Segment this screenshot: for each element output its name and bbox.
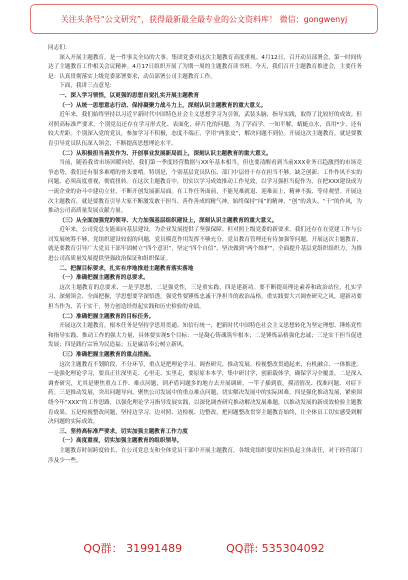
subsection-heading: （三）从全面加强党的领导、大力加强基层组织建设上，深刻认识主题教育的重大意义。 — [59, 217, 278, 224]
banner-text: 关注头条号“公文研究”，获得最新最全最专业的公文资料库！ 微信：gongwenyj — [60, 14, 348, 24]
body-paragraph: 主题教育时间跨度较长，在公司党总支和全体党员干部中开展主题教育，各级党组织要切实担负起主体责任，对于经营部门涉及少一些， — [48, 447, 362, 464]
body-paragraph: 这次主题教育的总要求，一是学思想，二是强党性，三是重实践，四是建新功。要不断提高理论素养和政治站位，扎实学习、深刻领会、全面把握，学思想要学深悟透，强党性要锤炼忠诚干净担当的政治品格，重实践要大兴调查研究之风，建新功要担当作为、苦干实干，努力创造经得起实践和历史检验的业绩。 — [48, 284, 362, 311]
intro-paragraph: 下面，我讲三点意见： — [59, 83, 116, 90]
body-paragraph: 开展这次主题教育，根本任务是坚持学思用贯通、知信行统一，把新时代中国特色社会主义思想转化为坚定理想、锤炼党性和指导实践、推动工作的强大力量，具体要实现5个目标：一是凝心铸魂筑牢根本；二是锤炼品格强化忠诚；三是实干担当促进发展；四是践行宗旨为民造福；五是廉洁奉公树立新风。 — [48, 323, 362, 349]
subsection-heading: （二）从积极担当善发作为、开创事业发展新局面上，深刻认识主题教育的重大意义。 — [59, 150, 272, 157]
subsection-heading: （二）准确把握主题教育的目标任务。 — [59, 313, 155, 320]
subsection-heading: （一）高度重视，切实加强主题教育的组织领导。 — [59, 438, 183, 445]
top-banner — [30, 4, 378, 34]
intro-paragraph: 深入开展主题教育，是一件事关全局的大事。集团党委对这次主题教育高度重视。4月12日，召开动员部署会，第一时间传达了主题教育工作相关会议精神。4月17日组织开展了为期一周的主题教育读书班。今天，我们召开主题教育推进会，主要任务是：认真贯彻落实上级党委部署要求，动员部署公司主题教育工作。 — [48, 54, 362, 80]
body-paragraph: 近年来，我们始终坚持以习近平新时代中国特色社会主义思想学习为引领，武装头脑，指导实践，取得了比较好的成效。但对照高标准严要求，个别党员还存在学习形式化、表面化，碎片化的问题，为了学而学，一知半解，蜻蜓点水，真用*少，还有较大差距。个别深入党的党员，参加学习不积极，态度不端正，学用“两张皮”，解决问题不到位。开展这次主题教育，就是要教育引导党员队伍深入领会，不断提高思想理论水平。 — [48, 112, 362, 147]
subsection-heading: （一）从统一思想意志行动、保持凝聚力战斗力上，深刻认识主题教育的重大意义。 — [59, 102, 267, 109]
subsection-heading: （一）准确把握主题教育的总要求。 — [59, 275, 149, 282]
body-paragraph: 当前，随着我省市场回暖向好，我们第一季度经营数据与XX年基本相当，但也要清醒看到当前XXX业务日趋激烈的市场竞争态势，我们还有很多难啃的骨头要啃。特别是，个别基层党员队伍、部门中层骨干存在担当不够、缺乏创新、工作作风不实的问题，必须高度重视，彻底扭转。在这次主题教育中，切实以学习成效推动工作见效，以学习强担当促作为，在把XXX建设成为一流企业的奋斗中建功立业，不断开创发展新局面。在工作任务面前，不能见难就退、迎难而上，精神不振、等待观望。开展这次主题教育，就是要教育引导大家不断激发敢于担当、善作善成的精气神，始终保持“闯”的精神、“创”的劲头、“干”的作风，为推动公司高质量发展贡献力量。 — [48, 160, 362, 215]
section-heading: 二、把握目标要求，扎实有序地推进主题教育落实落地 — [59, 265, 194, 272]
document-body — [48, 44, 362, 466]
footer-qq-group-2: QQ群: 535304092 — [226, 542, 325, 555]
subsection-heading: （三）准确把握主题教育的重点措施。 — [59, 352, 155, 358]
salutation: 同志们： — [48, 45, 71, 51]
section-heading: 三、坚持高标准严要求，切实加强主题教育工作力度 — [59, 428, 188, 435]
body-paragraph: 这次主题教育不划阶段、不分环节，重点是把理论学习、调查研究、推动发展、检视整改贯通起来，有机融合、一体推进。一是强化理论学习，要真正往深里走、心里走、实里走，要原原本本学，集中研讨学，创新载体学，确保学习全覆盖。二是深入调查研究，尤其是聚焦重点工作、难点问题，到矛盾问题多的地方去开展调研，一竿子插到底，摸清情况、找准问题、对症下药。三是推动发展，突出问题导向、聚焦公司发展中的重点难点问题，切实解决发展中的实际困难。四是强化推动发展，紧密围绕今年“XXX”的工作思路，以强化理论学习指导发展实践，以深化调查研究推动解决发展难题，以推动发展的新成效检验主题教育成果。五是检视整改问题，坚持边学习、边对照、边检视、边整改，把问题整改贯穿主题教育始终，让全体员工切实感受到解决问题的实际成效。 — [48, 361, 362, 426]
footer — [0, 540, 408, 556]
section-heading: 一、深入学习领悟，以更强的思想自觉扎实开展主题教育 — [59, 92, 200, 99]
body-paragraph: 近年来，公司党总支能面向基层建设，为企业发展提供了坚强保障。但对照上级党委的新要求，我们还存在在党建工作与公司发展统筹不够，党组织建设较弱的问题，党员模范作用发挥不够充分，党员教育管理还有待加强等问题。开展这次主题教育，就是要教育引导广大党员干部牢固树立“四个意识”，坚定“四个自信”，坚决做到“两个维护”，全面提升基层党组织组织力，为推进公司高质量发展提供坚强政治保证和组织保证。 — [48, 227, 362, 263]
footer-qq-group-1: QQ群： 31991489 — [83, 542, 183, 555]
